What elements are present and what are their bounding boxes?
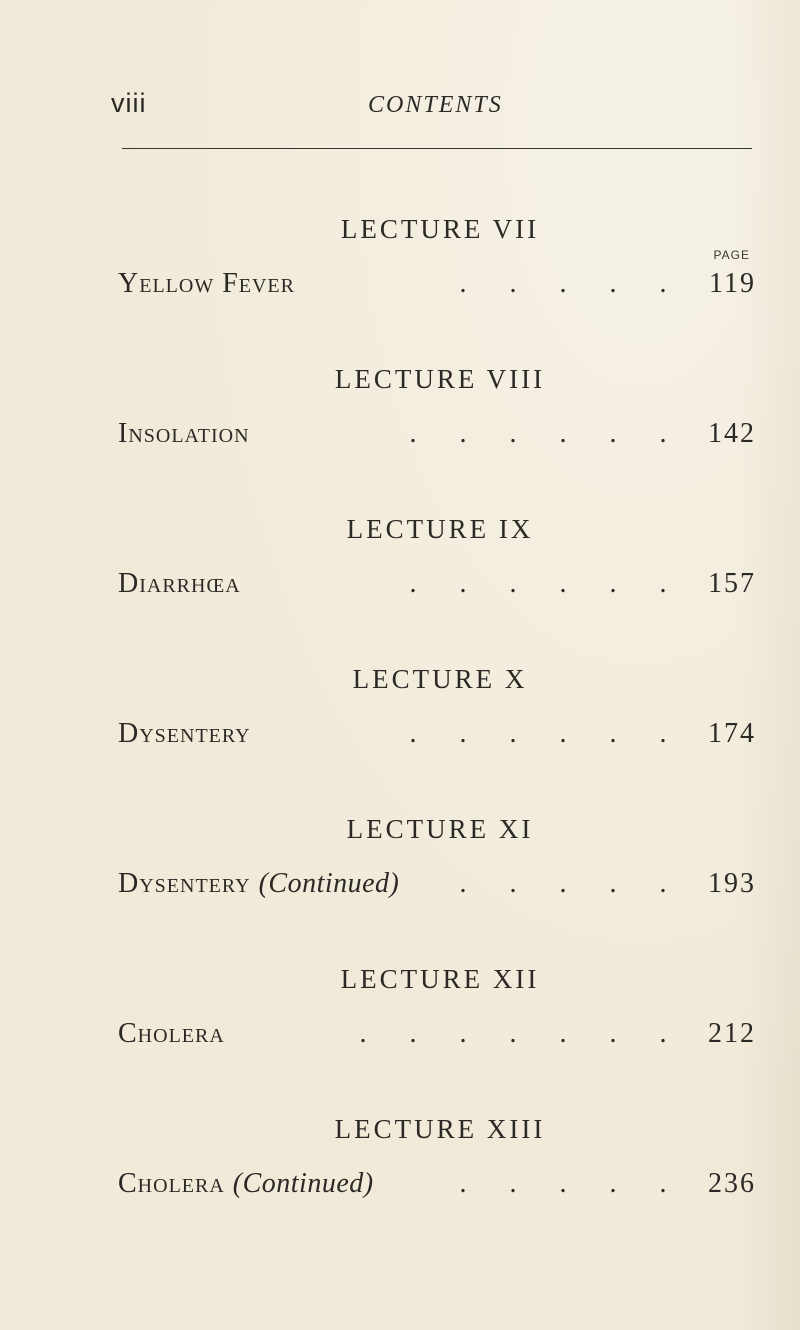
toc-entry	[118, 1168, 760, 1208]
leader-dots: . . . . . .	[409, 568, 667, 599]
running-head	[0, 88, 800, 128]
leader-dots: . . . . .	[459, 868, 667, 899]
entry-title: Yellow Fever	[118, 268, 295, 299]
lecture-heading: LECTURE XI	[346, 814, 534, 844]
entry-title: Dysentery	[118, 718, 251, 749]
entry-title: Insolation	[118, 418, 250, 449]
lecture-heading: LECTURE VII	[340, 214, 540, 244]
lecture-heading: LECTURE XII	[340, 964, 540, 994]
toc-entry	[118, 718, 760, 758]
entry-page-number: 212	[708, 1018, 756, 1049]
entry-page-number: 174	[708, 718, 756, 749]
page-folio: viii	[111, 88, 147, 118]
lecture-heading: LECTURE IX	[346, 514, 534, 544]
entry-page-number: 142	[708, 418, 756, 449]
leader-dots: . . . . . . .	[359, 1018, 667, 1049]
entry-page-number: 193	[708, 868, 756, 899]
entry-page-number: 236	[708, 1168, 756, 1199]
lecture-heading: LECTURE X	[352, 664, 528, 694]
page-title: CONTENTS	[368, 92, 503, 118]
lecture-heading: LECTURE VIII	[334, 364, 546, 394]
toc-entry	[118, 568, 760, 608]
entry-title: Diarrhœa	[118, 568, 241, 599]
entry-page-number: 119	[709, 268, 756, 299]
lecture-heading: LECTURE XIII	[334, 1114, 546, 1144]
toc-entry	[118, 868, 760, 908]
toc-entry	[118, 268, 760, 308]
entry-title: Cholera	[118, 1018, 225, 1049]
leader-dots: . . . . . .	[409, 718, 667, 749]
toc-entry	[118, 1018, 760, 1058]
entry-title: Dysentery (Continued)	[118, 868, 400, 899]
toc-entry	[118, 418, 760, 458]
continued-note: (Continued)	[232, 1168, 374, 1199]
leader-dots: . . . . . .	[409, 418, 667, 449]
header-rule	[122, 148, 752, 149]
entry-title: Cholera (Continued)	[118, 1168, 374, 1199]
page-column-label: PAGE	[713, 248, 750, 262]
leader-dots: . . . . .	[459, 1168, 667, 1199]
entry-page-number: 157	[708, 568, 756, 599]
leader-dots: . . . . .	[459, 268, 667, 299]
continued-note: (Continued)	[258, 868, 400, 899]
